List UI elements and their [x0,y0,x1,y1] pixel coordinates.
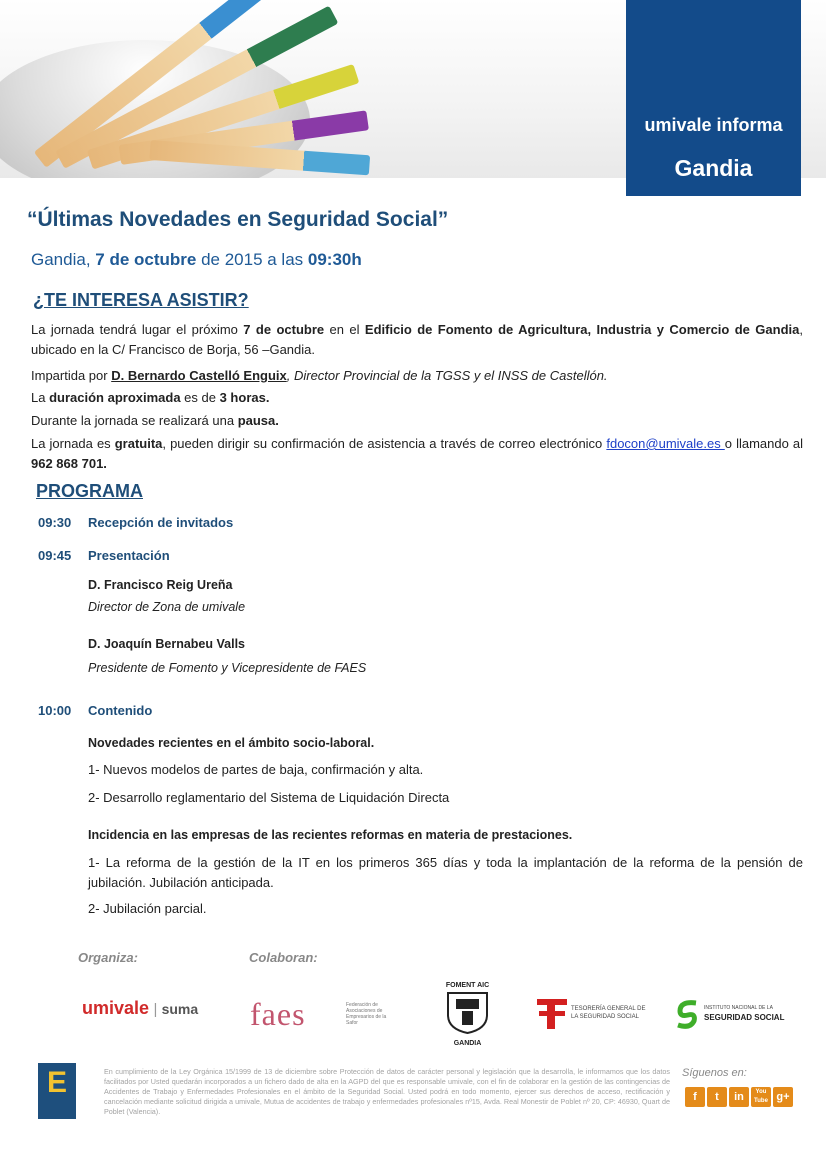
speaker-role: Director de Zona de umivale [88,600,246,614]
text: Impartida por [31,368,112,383]
venue-paragraph [31,320,803,360]
event-title: “Últimas Novedades en Seguridad Social” [27,208,449,231]
follow-label: Síguenos en: [682,1067,747,1079]
section-heading-interest: ¿TE INTERESA ASISTIR? [33,290,249,310]
inss-logo [674,999,785,1034]
facebook-icon[interactable]: f [685,1087,705,1107]
content-item: 1- La reforma de la gestión de la IT en los primeros 365 días y toda la implantación de la reforma de la pensión de jubilación. Jubilación anticipada. [88,855,803,890]
text: 7 de octubre [243,322,325,337]
text: Edificio de Fomento de Agricultura, Industria y Comercio de Gandia [364,322,800,337]
speaker-name: D. Joaquín Bernabeu Valls [88,637,245,651]
text: La jornada es [31,436,115,451]
content-item: 2- Jubilación parcial. [88,901,207,916]
speaker-paragraph [31,366,803,386]
logo-text: faes [250,996,306,1032]
speaker-name: D. Bernardo Castelló Enguix [111,368,287,383]
youtube-icon[interactable]: You Tube [751,1087,771,1107]
logo-caption: INSTITUTO NACIONAL DE LA [704,1005,773,1011]
program-time: 10:00 [38,703,72,718]
logo-caption: SEGURIDAD SOCIAL [704,1013,785,1022]
colaboran-label: Colaboran: [249,950,318,965]
legal-notice: En cumplimiento de la Ley Orgánica 15/1999 de 13 de diciembre sobre Protección de datos de carácter personal y legislación que la desarrolla, le informamos que los datos facilitados por Usted quedarán incorporados a un fichero dado de alta en la AGPD del que es responsable umivale, con el fin de colaborar en la gestión de las contingencias de Accidentes de Trabajo y Enfermedades Profesionales en el ámbito de la Seguridad Social. Usted podrá en todo momento, ejercer sus derechos de acceso, rectificación y cancelación mediante solicitud dirigida a umivale, Mutua de accidentes de trabajo y enfermedades profesionales nº15, Avda. Real Monestir de Poblet nº 20, CP: 46930, Quart de Poblet (Valencia). [104,1067,670,1116]
text: La [31,390,50,405]
tgss-logo [537,997,646,1036]
content-block-title: Incidencia en las empresas de las recientes reformas en materia de prestaciones. [88,828,573,842]
contact-paragraph [31,434,803,474]
umivale-logo: umivale | suma [82,998,199,1018]
organiza-label: Organiza: [78,950,138,965]
inss-icon [674,999,700,1029]
email-link[interactable]: fdocon@umivale.es [606,436,725,451]
header-location: Gandia [674,155,753,181]
program-label: Recepción de invitados [88,515,234,530]
text: , pueden dirigir su confirmación de asistencia a través de correo electrónico [162,436,607,451]
logo-text: FOMENT AIC [445,982,490,989]
header-badge [626,0,801,196]
twitter-icon[interactable]: t [707,1087,727,1107]
text: , ubicado en la C/ Francisco de Borja, 56 –Gandia. [31,322,803,357]
program-time: 09:30 [38,515,72,530]
tgss-icon [537,997,567,1031]
text: duración aproximada [49,390,181,405]
logo-caption: TESORERÍA GENERAL DE LA SEGURIDAD SOCIAL [571,1006,646,1020]
program-time: 09:45 [38,548,72,563]
foment-aic-logo [440,982,495,1048]
text: en el [324,322,365,337]
subtitle-mid: de 2015 a las [196,250,308,269]
content-block-title: Novedades recientes en el ámbito socio-laboral. [88,736,375,750]
text: pausa. [237,413,279,428]
logo-text: suma [161,1001,199,1017]
subtitle-time: 09:30h [307,250,362,269]
brand-line: umivale informa [644,115,783,135]
text: , Director Provincial de la TGSS y el INSS de Castellón. [286,368,608,383]
logo-caption: Federación de Asociaciones de Empresarios de la Safor [346,1002,387,1026]
text: Durante la jornada se realizará una [31,413,238,428]
text: es de [180,390,220,405]
phone-number: 962 868 701. [31,456,107,471]
subtitle-date: 7 de octubre [95,250,197,269]
logo-text: umivale [82,998,150,1018]
text: 3 horas. [219,390,270,405]
subtitle-city: Gandia, [31,250,96,269]
section-heading-program: PROGRAMA [36,481,143,501]
content-item: 1- Nuevos modelos de partes de baja, confirmación y alta. [88,762,424,777]
content-item: 2- Desarrollo reglamentario del Sistema de Liquidación Directa [88,790,450,805]
text: La jornada tendrá lugar el próximo [31,322,244,337]
pause-paragraph [31,411,803,431]
duration-paragraph [31,388,803,408]
faes-logo [250,996,387,1033]
text: o llamando al [724,436,803,451]
event-date-line [31,250,362,270]
program-label: Presentación [88,548,170,563]
logo-text: GANDIA [453,1040,482,1047]
shield-icon [440,989,495,1035]
linkedin-icon[interactable]: in [729,1087,749,1107]
excellence-seal-icon: E [38,1063,76,1119]
speaker-name: D. Francisco Reig Ureña [88,578,233,592]
text: gratuita [114,436,163,451]
program-label: Contenido [88,703,153,718]
googleplus-icon[interactable]: g+ [773,1087,793,1107]
speaker-role: Presidente de Fomento y Vicepresidente de FAES [88,661,367,675]
